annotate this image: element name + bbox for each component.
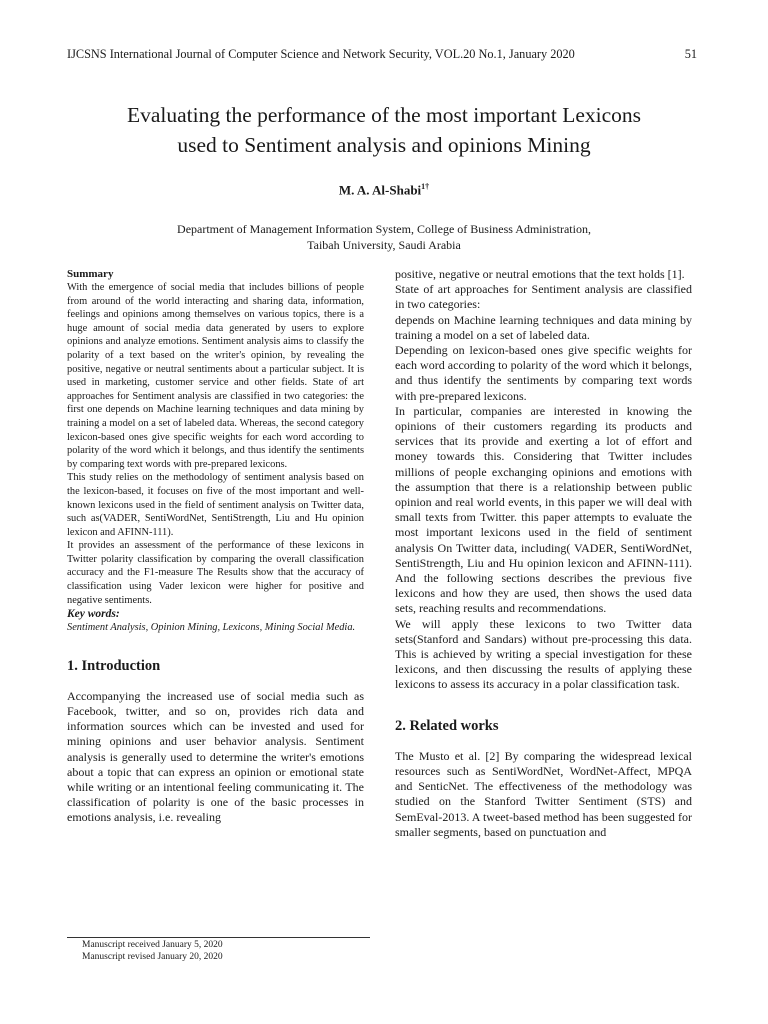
author-mark: 1† xyxy=(421,182,430,191)
body-paragraph: Depending on lexicon-based ones give specific weights for each word according to polarity of the word which it belongs, and thus identify the sentiments by comparing text words with pre-prepared lexicons. xyxy=(395,343,692,403)
keywords-heading: Key words: xyxy=(67,608,120,621)
keywords-text: Sentiment Analysis, Opinion Mining, Lexicons, Mining Social Media. xyxy=(67,622,356,634)
body-paragraph: depends on Machine learning techniques and data mining by training a model on a set of labeled data. xyxy=(395,312,692,342)
summary-heading: Summary xyxy=(67,268,114,280)
summary-paragraph: This study relies on the methodology of sentiment analysis based on the lexicon-based, it focuses on five of the most important and well-known lexicons used in the field of sentiment analysis on Twitter data, such as(VADER, SentiWordNet, SentiStrength, Liu and Hu opinion lexicon and AFINN-111). xyxy=(67,472,364,538)
manuscript-received: Manuscript received January 5, 2020 xyxy=(82,940,223,950)
body-paragraph: positive, negative or neutral emotions that the text holds [1]. xyxy=(395,267,685,281)
summary-paragraph: It provides an assessment of the performance of these lexicons in Twitter polarity classification by comparing the overall classification accuracy and the F1-measure The Results show that the accuracy of classification using Vader lexicon were higher for positive and negative sentiments. xyxy=(67,540,364,606)
running-header xyxy=(67,46,697,62)
affiliation-line-1: Department of Management Information System, College of Business Administration, xyxy=(177,222,591,236)
left-column xyxy=(67,267,364,826)
affiliation xyxy=(0,221,768,253)
paper-title xyxy=(40,100,728,160)
affiliation-line-2: Taibah University, Saudi Arabia xyxy=(307,238,461,252)
introduction-paragraph: Accompanying the increased use of social media such as Facebook, twitter, and so on, provides rich data and information sources which can be invested and used for mining opinions and user behavior analysis. Sentiment analysis is generally used to determine the writer's emotions about a topic that can express an opinion or emotional state while writing or an intentional feeling communicating it. The classification of polarity is one of the basic processes in emotions analysis, i.e. revealing xyxy=(67,688,364,825)
author-name: M. A. Al-Shabi xyxy=(338,182,422,198)
body-paragraph: We will apply these lexicons to two Twitter data sets(Stanford and Sandars) without pre-processing this data. This is achieved by writing a special investigation for these lexicons, and then discussing the results of applying these lexicons to assess its accuracy in a polar classification task. xyxy=(395,616,692,692)
manuscript-revised: Manuscript revised January 20, 2020 xyxy=(82,951,223,962)
right-column xyxy=(395,267,692,840)
journal-name: IJCSNS International Journal of Computer Science and Network Security, VOL.20 No.1, January 2020 xyxy=(67,47,575,61)
author xyxy=(0,182,768,198)
body-paragraph: State of art approaches for Sentiment analysis are classified in two categories: xyxy=(395,282,692,312)
title-line-1: Evaluating the performance of the most important Lexicons xyxy=(126,103,642,127)
introduction-heading: 1. Introduction xyxy=(67,657,161,674)
footnotes xyxy=(82,940,223,963)
title-line-2: used to Sentiment analysis and opinions Mining xyxy=(177,133,591,157)
related-works-paragraph: The Musto et al. [2] By comparing the widespread lexical resources such as SentiWordNet, WordNet-Affect, MPQA and SenticNet. The effectiveness of the methodology was studied on the Stanford Twitter Sentiment (STS) and SemEval-2013. A tweet-based method has been suggested for smaller segments, based on punctuation and xyxy=(395,748,692,839)
related-works-heading: 2. Related works xyxy=(395,717,499,734)
summary-paragraph: With the emergence of social media that includes billions of people from around of the world interacting and sharing data, information, feelings and opinions among themselves on various topics, there is a huge amount of social media data generated by users to explore opinions and analyze emotions. Sentiment analysis aims to classify the polarity of a text based on the writer's opinion, by revealing the positive, negative or neutral sentiments about a particular subject. It is used in marketing, customer service and other fields. State of art approaches for Sentiment analysis are classified in two categories: the first one depends on Machine learning techniques and data mining by training a model on a set of labeled data. Whereas, the second category lexicon-based ones give specific weights for each word according to polarity of the word which it belongs, and thus identify the sentiments by comparing text words with pre-prepared lexicons. xyxy=(67,282,364,470)
body-paragraph: In particular, companies are interested in knowing the opinions of their customers regarding its products and services that its provide and exerting a lot of effort and money towards this. Considering that Twitter includes millions of people exchanging opinions and emotions with the assumption that there is a relationship between public opinion and real world events, in this paper we will deal with small texts from Twitter. this paper attempts to evaluate the most important lexicons used in the field of sentiment analysis On Twitter data, including( VADER, SentiWordNet, SentiStrength, Liu and Hu opinion lexicon and AFINN-111). And the following sections describes the previous five lexicons and how they are used, then shows the used data sets, reaching results and recommendations. xyxy=(395,403,692,616)
footnote-divider xyxy=(67,937,370,938)
page-number: 51 xyxy=(684,47,697,61)
